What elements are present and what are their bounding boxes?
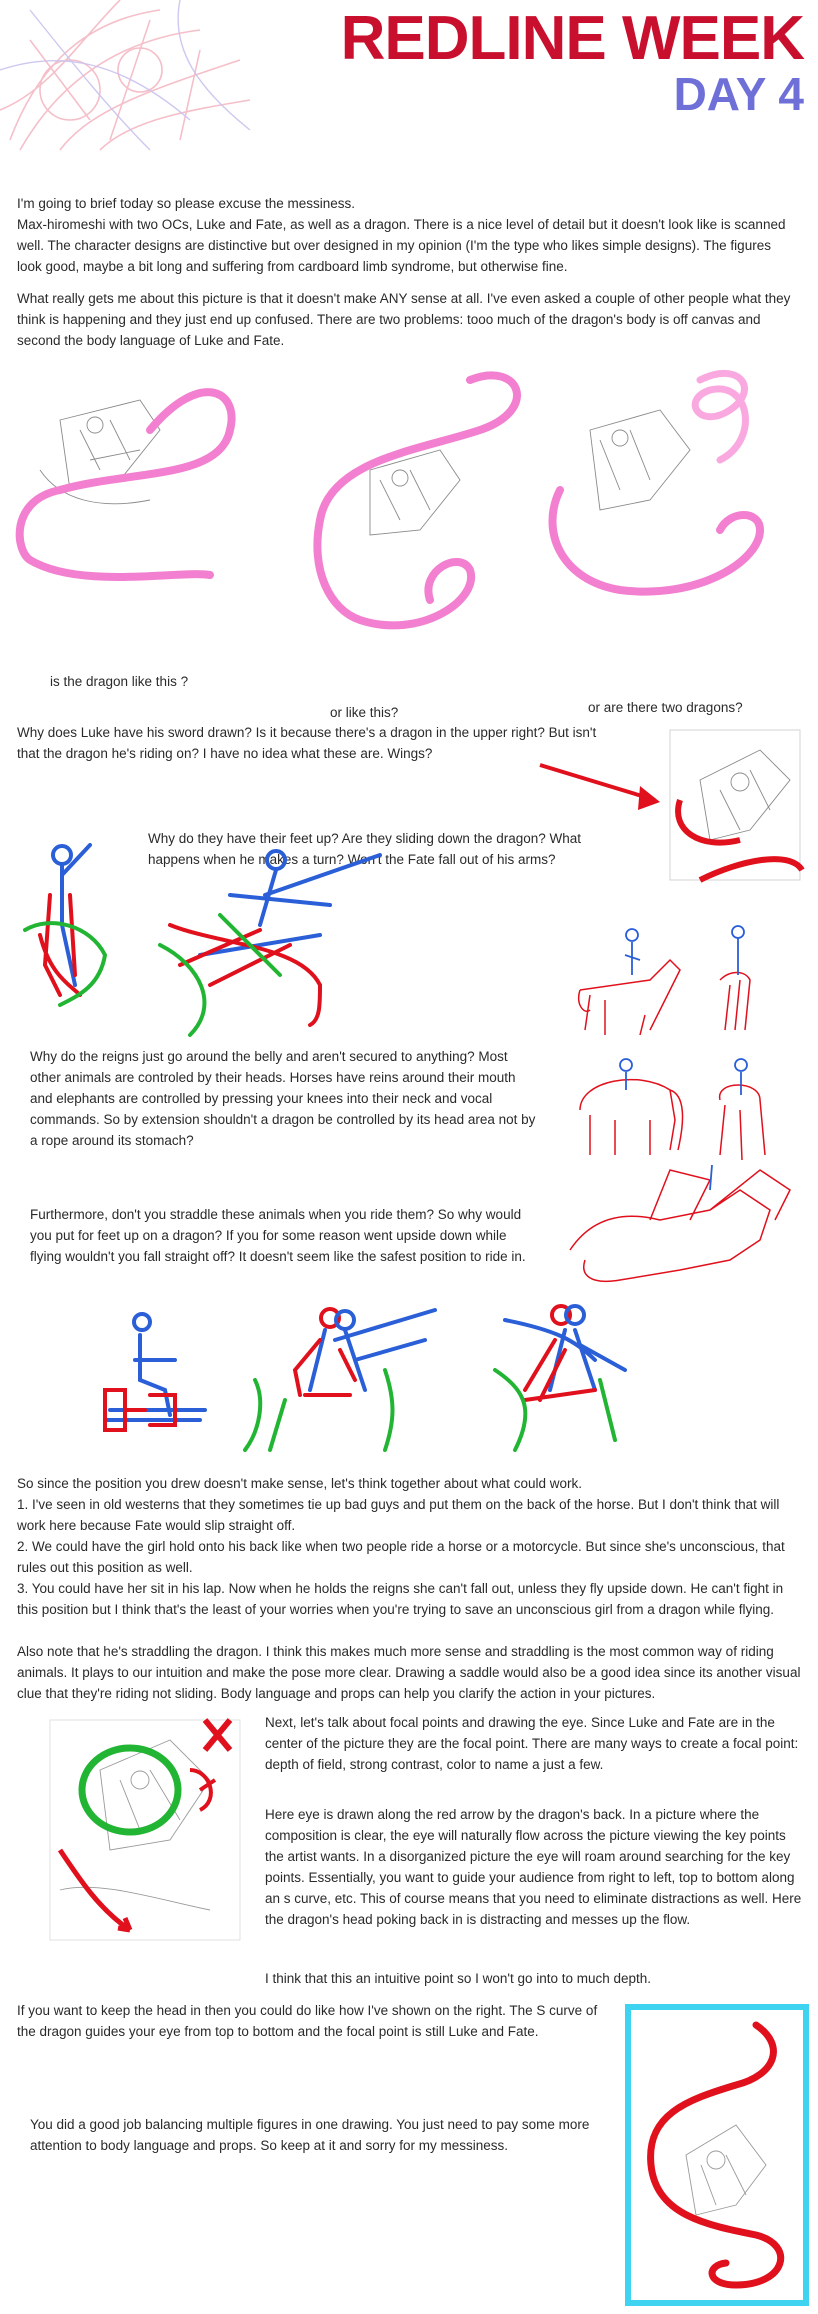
figure-sketch-3 [590, 410, 690, 510]
dragon-curve-1 [20, 392, 232, 577]
wings-closeup [530, 720, 810, 900]
intro-line-1: I'm going to brief today so please excuse the messiness. [17, 196, 356, 211]
focal-paragraph-1: Next, let's talk about focal points and drawing the eye. Since Luke and Fate are in the center of the picture they are the focal point. There are many ways to create a focal point: depth of field, strong contrast, color to name a just a few. [265, 1715, 799, 1772]
sword-question: Why does Luke have his sword drawn? Is it because there's a dragon in the upper right? But isn't that the dragon he's riding on? I have no idea what these are. Wings? [17, 725, 597, 761]
animal-reference-sketches [560, 920, 810, 1300]
keep-head-paragraph: If you want to keep the head in then you could do like how I've shown on the right. The S curve of the dragon guides your eye from top to bottom and the focal point is still Luke and Fate. [17, 2003, 598, 2039]
header-sketch-decoration [0, 0, 260, 150]
dragon-curve-3a [695, 373, 745, 460]
straddle-note: Also note that he's straddling the dragon. I think this makes much more sense and straddling is the most common way of riding animals. It plays to our intuition and make the pose more clear. Drawing a saddle would also be a good idea since its another visual clue that they're riding not sliding. Body language and props can help you clarify the action in your pictures. [17, 1644, 801, 1701]
problem-paragraph: What really gets me about this picture is that it doesn't make ANY sense at all. I've even asked a couple of other people what they think is happening and they just end up confused. There are two problems: tooo much of the dragon's body is off canvas and second the body language of Luke and Fate. [17, 291, 791, 348]
focal-paragraph-2: Here eye is drawn along the red arrow by the dragon's back. In a picture where the composition is clear, the eye will naturally flow across the picture viewing the key points the artist wants. In a disorganized picture the eye will roam around searching for the key points. Essentially, you want to guide your audience from right to left, top to bottom along an s curve, etc. This of course means that you need to eliminate distractions as well. Here the dragon's head poking back in is distracting and messes up the flow. [265, 1807, 802, 1927]
caption-2: or like this? [330, 705, 399, 720]
page-subtitle: DAY 4 [673, 68, 804, 120]
dragon-curve-2 [317, 375, 517, 625]
focal-point-illustration [40, 1710, 250, 1950]
straddle-paragraph: Furthermore, don't you straddle these animals when you ride them? So why would you put for feet up on a dragon? If you for some reason went upside down while flying wouldn't you fall straight off? It doesn't seem like the safest position to ride in. [30, 1207, 526, 1264]
riding-position-sketches [95, 1300, 655, 1460]
horse-sketch [579, 960, 680, 1035]
solutions-intro: So since the position you drew doesn't make sense, let's think together about what could work. [17, 1476, 582, 1491]
solution-3: 3. You could have her sit in his lap. Now when he holds the reigns she can't fall out, unless they fly upside down. He can't fight in this position but I think that's the least of your worries when you're trying to save an unconscious girl from a dragon while flying. [17, 1581, 784, 1617]
focal-circle [82, 1748, 178, 1832]
page-title: REDLINE WEEK [340, 4, 804, 73]
caption-1: is the dragon like this ? [50, 674, 189, 689]
solution-2: 2. We could have the girl hold onto his back like when two people ride a horse or a motorcycle. But since she's unconscious, that rules out this position as well. [17, 1539, 785, 1575]
dragon-curve-3b [553, 490, 761, 592]
intro-paragraph: Max-hiromeshi with two OCs, Luke and Fate, as well as a dragon. There is a nice level of detail but it doesn't look like is scanned well. The character designs are distinctive but over designed in my opinion (I'm the type who likes simple designs). The figures look good, maybe a bit long and suffering from cardboard limb syndrome, but otherwise fine. [17, 217, 786, 274]
red-arrow [540, 765, 655, 800]
solution-1: 1. I've seen in old westerns that they sometimes tie up bad guys and put them on the back of the horse. But I don't think that will work here because Fate would slip straight off. [17, 1497, 780, 1533]
feet-question: Why do they have their feet up? Are they sliding down the dragon? What happens when he makes a turn? Won't the Fate fall out of his arms? [148, 831, 582, 867]
stick-figure-sketches [20, 835, 440, 1045]
dragon-sketch [570, 1170, 790, 1281]
closing-paragraph: You did a good job balancing multiple figures in one drawing. You just need to pay some more attention to body language and props. So keep at it and sorry for my messiness. [30, 2117, 590, 2153]
dragon-interpretation-sketches [0, 360, 818, 690]
reigns-paragraph: Why do the reigns just go around the belly and aren't secured to anything? Most other animals are controled by their heads. Horses have reins around their mouth and elephants are controlled by pressing your knees into their neck and vocal commands. So by extension shouldn't a dragon be controlled by its head area not by a rope around its stomach? [30, 1049, 536, 1148]
elephant-sketch [580, 1080, 683, 1155]
caption-3: or are there two dragons? [588, 700, 743, 715]
focal-paragraph-3: I think that this an intuitive point so I won't go into to much depth. [265, 1971, 652, 1986]
s-curve-example [626, 2005, 808, 2305]
elephant-front-sketch [720, 1085, 765, 1160]
horse-front-sketch [720, 973, 750, 1031]
